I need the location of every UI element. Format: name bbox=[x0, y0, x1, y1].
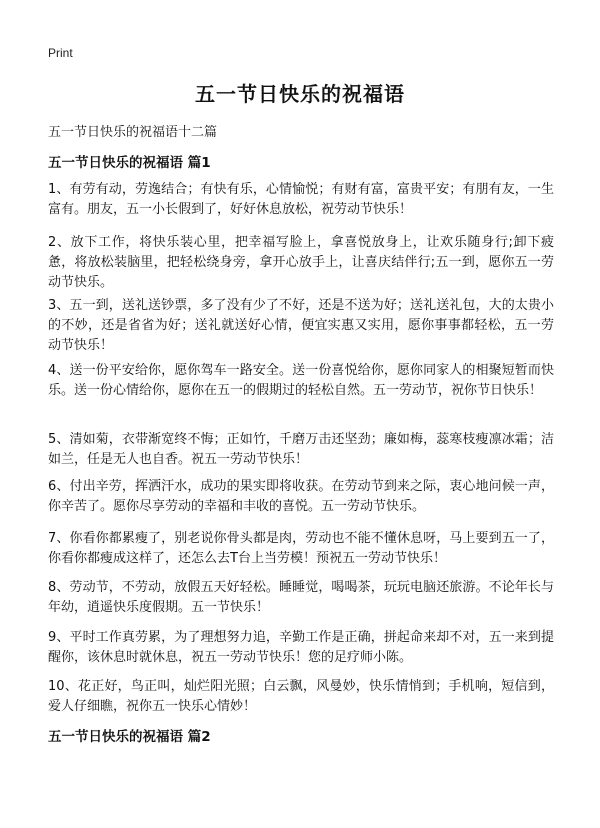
paragraph-6: 6、付出辛劳，挥洒汗水，成功的果实即将收获。在劳动节到来之际，衷心地问候一声，你辛苦了。愿你尽享劳动的幸福和丰收的喜悦。五一劳动节快乐。 bbox=[48, 479, 554, 514]
paragraph-5: 5、清如菊，衣带渐宽终不悔；正如竹，千磨万击还坚劲；廉如梅，蕊寒枝瘦凛冰霜；洁如兰，任是无人也自香。祝五一劳动节快乐！ bbox=[48, 432, 554, 467]
section-heading-2: 五一节日快乐的祝福语 篇2 bbox=[48, 729, 211, 745]
document-subtitle: 五一节日快乐的祝福语十二篇 bbox=[48, 125, 218, 140]
paragraph-2: 2、放下工作，将快乐装心里，把幸福写脸上，拿喜悦放身上，让欢乐随身行;卸下疲惫，将放松装脑里，把轻松绕身旁，拿开心放手上，让喜庆结伴行;五一到，愿你五一劳动节快乐。 bbox=[48, 235, 554, 290]
paragraph-9: 9、平时工作真劳累，为了理想努力追，辛勤工作是正确，拼起命来却不对，五一来到提醒你，该休息时就休息，祝五一劳动节快乐！您的足疗师小陈。 bbox=[48, 630, 554, 665]
paragraph-8: 8、劳动节，不劳动，放假五天好轻松。睡睡觉，喝喝茶，玩玩电脑还旅游。不论年长与年幼，逍遥快乐度假期。五一节快乐！ bbox=[48, 580, 554, 615]
paragraph-1: 1、有劳有动，劳逸结合；有快有乐，心情愉悦；有财有富，富贵平安；有朋有友，一生富有。朋友，五一小长假到了，好好休息放松，祝劳动节快乐！ bbox=[48, 182, 554, 217]
print-label[interactable]: Print bbox=[48, 46, 73, 60]
paragraph-7: 7、你看你都累瘦了，别老说你骨头都是肉，劳动也不能不懂休息呀，马上要到五一了，你看你都瘦成这样了，还怎么去T台上当劳模！预祝五一劳动节快乐！ bbox=[48, 531, 554, 566]
paragraph-3: 3、五一到，送礼送钞票，多了没有少了不好，还是不送为好；送礼送礼包，大的太贵小的不妙，还是省省为好；送礼就送好心情，便宜实惠又实用，愿你事事都轻松，五一劳动节快乐！ bbox=[48, 298, 554, 353]
paragraph-10: 10、花正好，鸟正叫，灿烂阳光照；白云飘，风曼妙，快乐情悄到；手机响，短信到，爱人仔细瞧，祝你五一快乐心情妙！ bbox=[48, 679, 554, 714]
paragraph-4: 4、送一份平安给你，愿你驾车一路安全。送一份喜悦给你，愿你同家人的相聚短暂而快乐。送一份心情给你，愿你在五一的假期过的轻松自然。五一劳动节，祝你节日快乐！ bbox=[48, 363, 554, 398]
section-heading-1: 五一节日快乐的祝福语 篇1 bbox=[48, 155, 211, 171]
document-title: 五一节日快乐的祝福语 bbox=[195, 82, 405, 106]
